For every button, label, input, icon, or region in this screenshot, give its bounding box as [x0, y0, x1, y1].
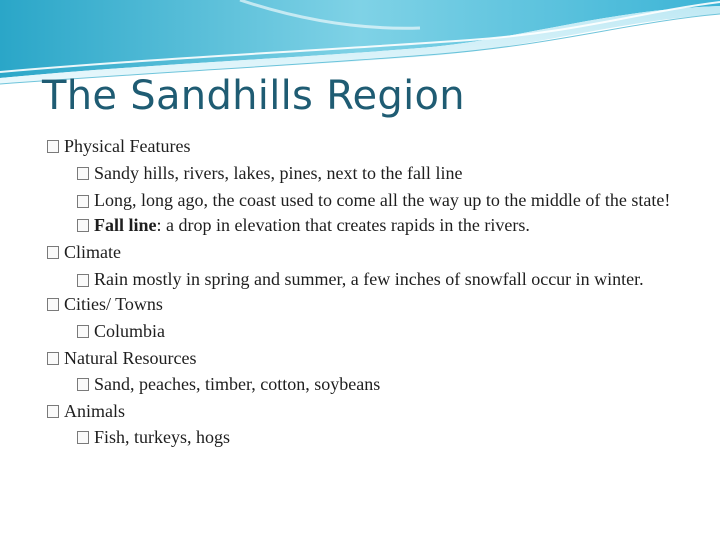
square-bullet-icon [47, 352, 59, 365]
outline-heading: Climate [64, 241, 121, 262]
outline-subitem [44, 189, 684, 211]
outline-subitem-text: Fish, turkeys, hogs [94, 427, 231, 448]
outline-subitem-text: Sandy hills, rivers, lakes, pines, next to the fall line [94, 162, 463, 183]
outline-heading: Physical Features [64, 136, 191, 156]
term-fall-line: Fall line [94, 215, 157, 236]
outline-subitem [44, 213, 684, 237]
square-bullet-icon [77, 378, 89, 391]
outline-item-natural-resources [44, 346, 684, 370]
square-bullet-icon [77, 219, 89, 232]
outline-item-physical-features [44, 134, 684, 158]
outline-subitem-text: Rain mostly in spring and summer, a few inches of snowfall occur in winter. [94, 268, 644, 289]
square-bullet-icon [47, 246, 59, 259]
outline-subitem [44, 425, 684, 449]
outline-item-climate [44, 240, 684, 264]
outline-subitem [44, 372, 684, 396]
outline-item-animals [44, 399, 684, 423]
outline-subitem-text: Long, long ago, the coast used to come all the way up to the middle of the state! [94, 189, 671, 210]
outline-subitem [44, 161, 684, 185]
square-bullet-icon [47, 298, 59, 311]
square-bullet-icon [77, 167, 89, 180]
square-bullet-icon [77, 274, 89, 287]
square-bullet-icon [77, 431, 89, 444]
outline-heading: Animals [64, 400, 125, 421]
square-bullet-icon [77, 325, 89, 338]
square-bullet-icon [47, 405, 59, 418]
outline-subitem-text: Columbia [94, 320, 165, 341]
outline-subitem [44, 268, 684, 290]
square-bullet-icon [47, 140, 59, 153]
outline-item-cities [44, 292, 684, 316]
outline-heading: Cities/ Towns [64, 294, 163, 315]
slide-outline [44, 134, 684, 449]
square-bullet-icon [77, 195, 89, 208]
outline-subitem-text: Sand, peaches, timber, cotton, soybeans [94, 374, 381, 395]
slide-title: The Sandhills Region [42, 73, 465, 119]
outline-heading: Natural Resources [64, 347, 197, 368]
outline-subitem [44, 319, 684, 343]
term-definition: : a drop in elevation that creates rapids in the rivers. [156, 215, 530, 236]
